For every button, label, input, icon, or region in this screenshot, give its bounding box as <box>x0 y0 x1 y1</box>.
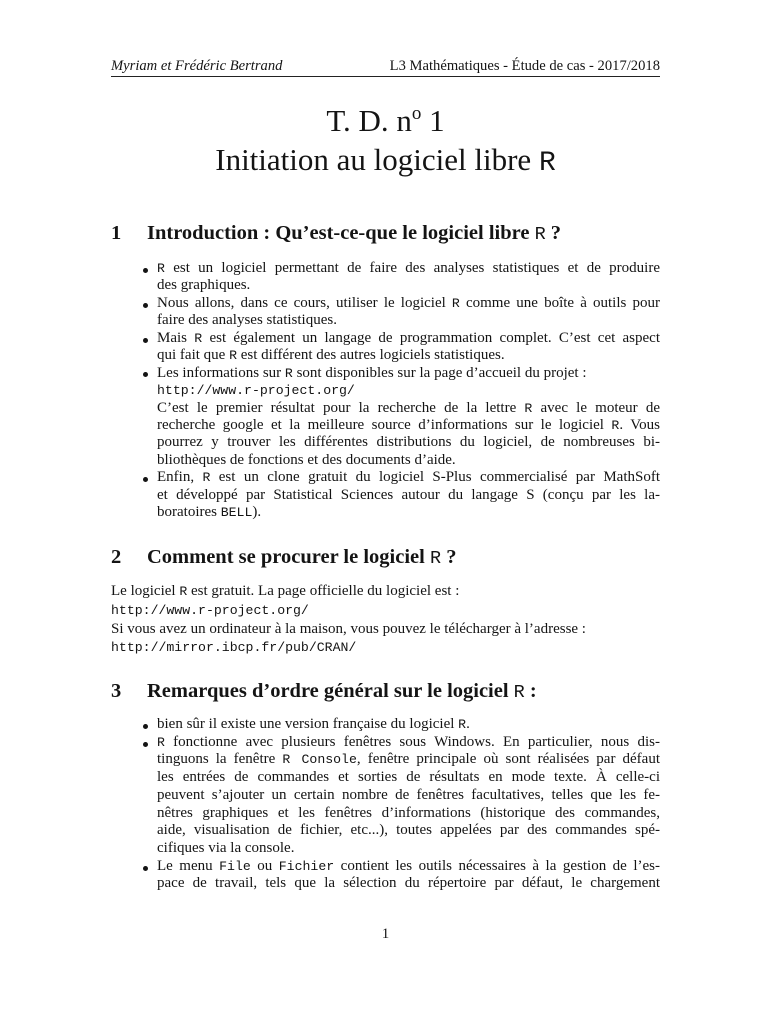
text-run: peuvent s’ajouter un certain nombre de fenêtres facultatives, telles que les fe- <box>157 786 660 803</box>
code-run: R <box>284 365 293 381</box>
text-run: , fenêtre principale où sont réalisées par défaut <box>356 751 660 768</box>
text-line <box>157 769 660 787</box>
section-title-text: Introduction : Qu’est-ce-que le logiciel libre <box>147 222 535 244</box>
text-run: . Vous <box>619 416 660 433</box>
text-line <box>111 601 660 620</box>
list-item <box>111 469 660 521</box>
bullet-marker <box>143 303 148 308</box>
title-text: T. D. n <box>326 103 412 138</box>
section-number: 2 <box>111 546 122 568</box>
text-run: Les informations sur <box>157 364 285 381</box>
bullet-marker <box>143 477 148 482</box>
text-line <box>157 365 660 382</box>
title-code: R <box>538 148 556 179</box>
bullet-marker <box>143 724 148 729</box>
text-run: est un clone gratuit du logiciel S-Plus commercialisé par MathSoft <box>210 469 661 486</box>
code-run: R Console <box>282 752 357 768</box>
text-run: Mais <box>157 329 195 346</box>
text-line <box>157 434 660 451</box>
section-title-code: R <box>534 224 546 245</box>
text-run: et développé par Statistical Sciences autour du langage S (conçu par les la- <box>157 486 660 503</box>
text-run: Si vous avez un ordinateur à la maison, vous pouvez le télécharger à l’adresse : <box>111 621 586 637</box>
title-superscript: o <box>411 103 422 124</box>
code-run: R <box>524 400 533 416</box>
text-line <box>157 716 660 734</box>
text-run: fonctionne avec plusieurs fenêtres sous Windows. En particulier, nous dis- <box>164 733 660 750</box>
text-line <box>157 805 660 823</box>
text-run: pace de travail, tels que la sélection du répertoire par défaut, le chargement <box>157 875 660 892</box>
section-heading <box>111 679 660 705</box>
text-run: comme une boîte à outils pour <box>459 294 660 311</box>
section-title-text: Comment se procurer le logiciel <box>147 546 430 568</box>
text-line <box>157 822 660 840</box>
code-run: R <box>179 584 188 599</box>
text-run: recherche google et la meilleure source d’informations sur le logiciel <box>157 416 612 433</box>
text-line <box>157 312 660 329</box>
list-item <box>111 365 660 470</box>
bullet-list <box>111 716 660 893</box>
text-line <box>111 582 660 601</box>
running-header <box>111 56 660 77</box>
text-line <box>157 330 660 347</box>
text-line <box>157 504 660 521</box>
text-run: faire des analyses statistiques. <box>157 312 337 329</box>
url-text: http://mirror.ibcp.fr/pub/CRAN/ <box>111 640 357 655</box>
text-run: boratoires <box>157 504 221 521</box>
section-heading <box>111 221 660 247</box>
section-title-text: Remarques d’ordre général sur le logiciel <box>147 680 514 702</box>
title-text: 1 <box>421 103 445 138</box>
section-paragraph <box>111 582 660 657</box>
text-run: qui fait que <box>157 347 230 364</box>
text-run: C’est le premier résultat pour la recherche de la lettre <box>157 399 525 416</box>
url-text: http://www.r-project.org/ <box>111 603 309 618</box>
text-run: . <box>466 716 470 732</box>
text-line <box>157 260 660 277</box>
text-run: nêtres graphiques et les fenêtres d’informations (historique des commandes, <box>157 804 660 821</box>
text-line <box>157 875 660 893</box>
list-item <box>111 858 660 893</box>
text-line <box>157 452 660 469</box>
text-line <box>157 858 660 876</box>
text-line <box>157 487 660 504</box>
document-title <box>111 104 660 181</box>
text-run: sont disponibles sur la page d’accueil du projet : <box>292 364 587 381</box>
bullet-marker <box>143 372 148 377</box>
text-run: pourrez y trouver les différentes distributions du logiciel, de nombreuses bi- <box>157 434 660 451</box>
text-run: contient les outils nécessaires à la gestion de l’es- <box>334 857 660 874</box>
text-run: aide, visualisation de fichier, etc...), toutes appelées par des commandes spé- <box>157 822 660 839</box>
text-run: est également un langage de programmation complet. C’est cet aspect <box>202 329 661 346</box>
code-run: R <box>611 417 620 433</box>
code-run: R <box>458 717 467 732</box>
text-line <box>157 295 660 312</box>
text-line <box>157 734 660 752</box>
title-line-2 <box>111 143 660 181</box>
text-run: Le menu <box>157 857 220 874</box>
code-run: R <box>157 734 165 750</box>
text-line <box>157 469 660 486</box>
text-run: Enfin, <box>157 469 203 486</box>
text-run: est un logiciel permettant de faire des analyses statistiques et de produire <box>164 260 660 276</box>
text-run: tinguons la fenêtre <box>157 751 283 768</box>
text-line <box>157 840 660 858</box>
header-authors: Myriam et Frédéric Bertrand <box>111 57 283 74</box>
section-title-text: ? <box>545 222 562 244</box>
url-text: http://www.r-project.org/ <box>157 383 355 399</box>
section-title-text: : <box>524 680 537 702</box>
bullet-marker <box>143 866 148 871</box>
text-line <box>157 787 660 805</box>
text-run: bliothèques de fonctions et des documents d’aide. <box>157 451 456 468</box>
code-run: R <box>229 348 237 364</box>
section-number: 1 <box>111 222 122 244</box>
list-item <box>111 260 660 295</box>
page-number: 1 <box>381 926 390 942</box>
text-run: les entrées de commandes et sorties de résultats en mode texte. À celle-ci <box>157 769 660 786</box>
bullet-marker <box>143 742 148 747</box>
bullet-marker <box>143 338 148 343</box>
bullet-marker <box>143 268 148 273</box>
header-course: L3 Mathématiques - Étude de cas - 2017/2018 <box>389 57 660 74</box>
text-run: Nous allons, dans ce cours, utiliser le logiciel <box>157 294 452 311</box>
list-item <box>111 734 660 858</box>
text-run: bien sûr il existe une version française du logiciel <box>157 716 459 732</box>
text-run: est différent des autres logiciels statistiques. <box>237 347 505 364</box>
section-heading <box>111 545 660 571</box>
section-title-code: R <box>429 548 442 569</box>
title-text: Initiation au logiciel libre <box>215 142 539 177</box>
code-run: Fichier <box>278 858 335 874</box>
text-run: ou <box>250 857 279 874</box>
list-item <box>111 295 660 330</box>
code-run: R <box>451 295 460 311</box>
list-item <box>111 330 660 365</box>
text-run: Le logiciel <box>111 583 180 599</box>
title-line-1 <box>111 104 660 143</box>
code-run: BELL <box>220 505 253 521</box>
text-line <box>111 620 660 638</box>
text-line <box>157 417 660 434</box>
section-number: 3 <box>111 680 122 702</box>
text-line <box>157 751 660 769</box>
code-run: R <box>202 470 211 486</box>
text-run: des graphiques. <box>157 277 251 294</box>
section-title-code: R <box>513 682 525 703</box>
text-line <box>157 382 660 399</box>
text-line <box>111 638 660 657</box>
bullet-list <box>111 260 660 522</box>
section-title-text: ? <box>441 546 457 568</box>
text-run: cifiques via la console. <box>157 839 295 856</box>
code-run: File <box>219 858 251 874</box>
text-run: avec le moteur de <box>532 399 660 416</box>
list-item <box>111 716 660 734</box>
code-run: R <box>194 330 203 346</box>
code-run: R <box>157 261 165 276</box>
text-run: ). <box>252 504 262 521</box>
text-line <box>157 347 660 364</box>
text-line <box>157 277 660 294</box>
text-run: est gratuit. La page officielle du logiciel est : <box>187 583 460 599</box>
text-line <box>157 400 660 417</box>
